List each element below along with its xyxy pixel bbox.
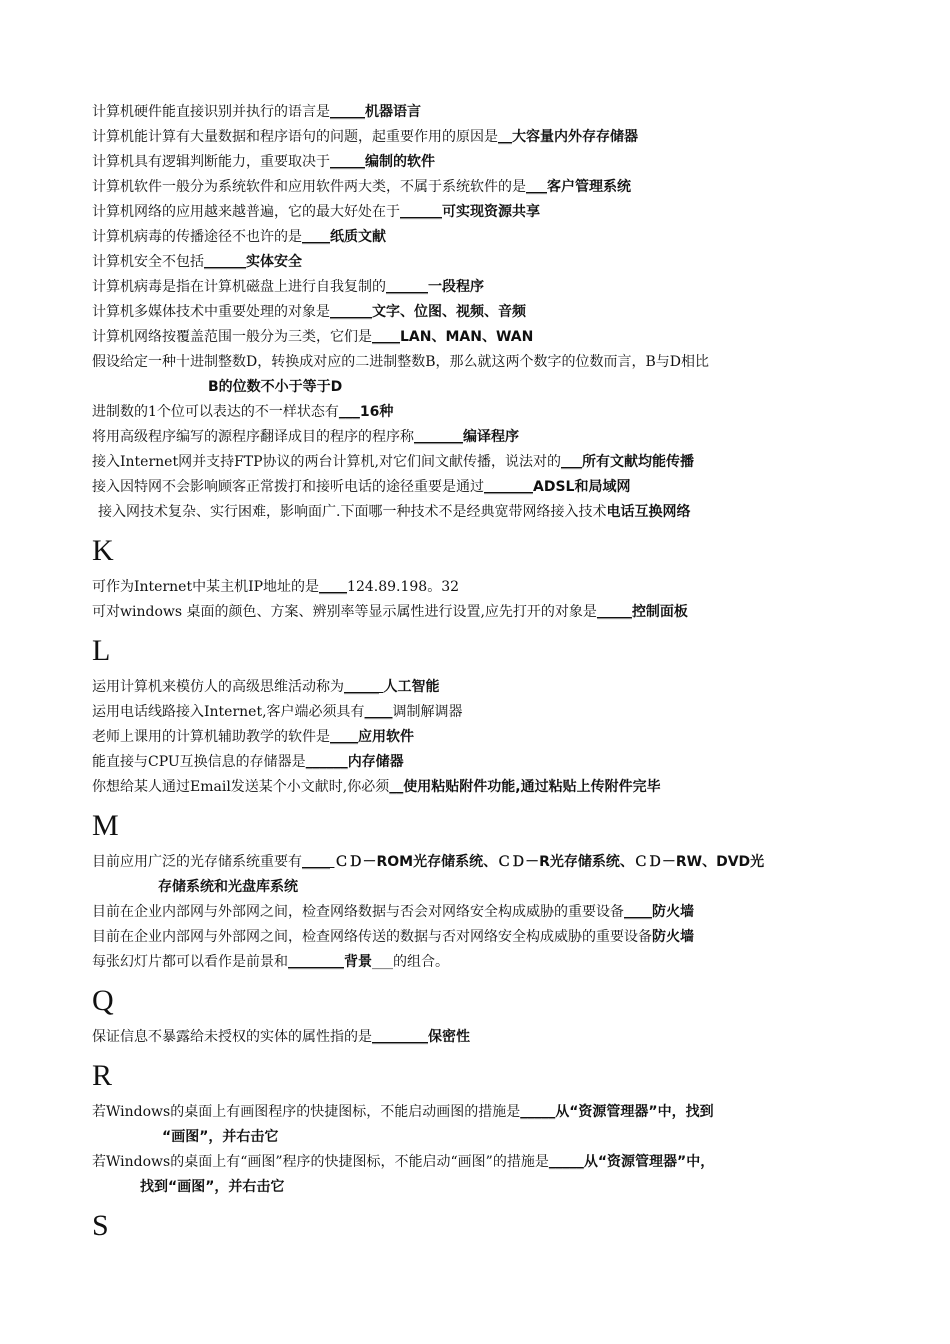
section-heading-s: S — [92, 1209, 109, 1242]
question-line — [92, 850, 872, 875]
question-line — [92, 350, 872, 375]
question-text: 目前在企业内部网与外部网之间，检查网络数据与否会对网络安全构成威胁的重要设备 — [92, 904, 624, 920]
question-continuation — [92, 875, 872, 900]
question-text: 假设给定一种十进制整数D，转换成对应的二进制整数B，那么就这两个数字的位数而言，B与D相比 — [92, 354, 710, 370]
section-k — [92, 575, 872, 625]
question-text: 计算机病毒是指在计算机磁盘上进行自我复制的 — [92, 279, 386, 295]
question-tail: ___的组合。 — [372, 954, 449, 970]
question-line — [92, 675, 872, 700]
answer-text-continued: 存储系统和光盘库系统 — [158, 879, 298, 895]
answer-text: 可实现资源共享 — [442, 204, 540, 220]
question-line — [92, 500, 872, 525]
answer-blank: ___ — [561, 454, 582, 470]
section-q — [92, 1025, 872, 1050]
answer-blank: ____ — [302, 854, 335, 870]
answer-blank: ____ — [624, 904, 652, 920]
answer-text: 纸质文献 — [330, 229, 386, 245]
question-line — [92, 125, 872, 150]
answer-blank: ______ — [305, 754, 348, 770]
answer-blank: ____ — [319, 579, 348, 595]
answer-blank: _______ — [484, 479, 533, 495]
question-continuation — [92, 375, 872, 400]
answer-blank: _____ — [520, 1104, 556, 1120]
section-r — [92, 1100, 872, 1200]
question-text: 进制数的1个位可以表达的不一样状态有 — [92, 404, 339, 420]
question-text: 能直接与CPU互换信息的存储器是 — [92, 754, 306, 770]
question-line — [92, 775, 872, 800]
section-heading-m: M — [92, 809, 119, 842]
question-continuation — [92, 1125, 872, 1150]
question-line — [92, 1150, 872, 1175]
question-text: 计算机网络的应用越来越普遍，它的最大好处在于 — [92, 204, 400, 220]
question-text: 你想给某人通过Email发送某个小文献时,你必须 — [92, 779, 390, 795]
question-line — [92, 275, 872, 300]
question-line — [92, 300, 872, 325]
question-line — [92, 400, 872, 425]
answer-text: 编译程序 — [463, 429, 519, 445]
answer-blank: ____ — [302, 229, 330, 245]
section-heading-k: K — [92, 534, 114, 567]
question-line — [92, 600, 872, 625]
question-line — [92, 250, 872, 275]
answer-blank: __ — [498, 129, 512, 145]
question-line — [92, 750, 872, 775]
answer-blank: _____ — [330, 104, 365, 120]
answer-text: 控制面板 — [631, 604, 688, 620]
answer-text: LAN、MAN、WAN — [400, 329, 534, 345]
answer-text: 从“资源管理器”中， — [583, 1154, 715, 1170]
question-text: 每张幻灯片都可以看作是前景和 — [92, 954, 288, 970]
question-text: 目前在企业内部网与外部网之间，检查网络传送的数据与否对网络安全构成威胁的重要设备 — [92, 929, 652, 945]
question-text: 计算机病毒的传播途径不也许的是 — [92, 229, 302, 245]
answer-text: 124.89.198。32 — [347, 579, 460, 595]
answer-blank: _____ — [548, 1154, 584, 1170]
answer-text: 使用粘贴附件功能,通过粘贴上传附件完毕 — [403, 779, 661, 795]
answer-text: 文字、位图、视频、音频 — [372, 304, 526, 320]
answer-blank: ____ — [330, 729, 358, 745]
question-line — [92, 725, 872, 750]
section-l — [92, 675, 872, 800]
question-text: 目前应用广泛的光存储系统重要有 — [92, 854, 302, 870]
answer-text: 防火墙 — [652, 904, 694, 920]
question-continuation — [92, 1175, 872, 1200]
answer-text: 实体安全 — [246, 254, 302, 270]
answer-text: 一段程序 — [428, 279, 484, 295]
question-line — [92, 900, 872, 925]
answer-blank: ______ — [204, 254, 246, 270]
question-line — [92, 450, 872, 475]
question-line — [92, 700, 872, 725]
question-text: 运用计算机来模仿人的高级思维活动称为 — [92, 679, 344, 695]
answer-text: ADSL和局域网 — [533, 479, 631, 495]
answer-text: 应用软件 — [358, 729, 414, 745]
question-line — [92, 175, 872, 200]
question-line — [92, 950, 872, 975]
question-text: 可作为Internet中某主机IP地址的是 — [92, 579, 320, 595]
answer-text-continued: “画图”，并右击它 — [162, 1129, 279, 1145]
answer-text: 大容量内外存存储器 — [512, 129, 638, 145]
question-text: 计算机具有逻辑判断能力，重要取决于 — [92, 154, 330, 170]
question-text: 计算机安全不包括 — [92, 254, 204, 270]
answer-blank: ____ — [372, 329, 400, 345]
question-text: 运用电话线路接入Internet,客户端必须具有 — [92, 704, 365, 720]
question-line — [92, 425, 872, 450]
question-text: 若Windows的桌面上有“画图”程序的快捷图标，不能启动“画图”的措施是 — [92, 1154, 549, 1170]
question-line — [92, 325, 872, 350]
answer-blank: _____ — [330, 154, 365, 170]
section-j — [92, 100, 872, 525]
answer-text: 人工智能 — [383, 679, 440, 695]
answer-blank: ________ — [288, 954, 344, 970]
answer-blank: ______ — [330, 304, 372, 320]
question-line — [92, 925, 872, 950]
question-line — [92, 225, 872, 250]
question-text: 计算机硬件能直接识别并执行的语言是 — [92, 104, 330, 120]
section-heading-r: R — [92, 1059, 113, 1092]
answer-text: 保密性 — [428, 1029, 470, 1045]
answer-text: B的位数不小于等于D — [208, 379, 343, 395]
answer-text: 电话互换网络 — [606, 504, 691, 520]
document-content — [92, 100, 872, 1250]
answer-blank: ______ — [400, 204, 442, 220]
answer-text: 调制解调器 — [392, 704, 463, 720]
answer-text: 内存储器 — [347, 754, 404, 770]
question-text: 老师上课用的计算机辅助教学的软件是 — [92, 729, 330, 745]
question-line — [92, 1100, 872, 1125]
section-m — [92, 850, 872, 975]
answer-text: 从“资源管理器”中，找到 — [555, 1104, 714, 1120]
answer-text: ＣＤ－ROM光存储系统、ＣＤ－R光存储系统、ＣＤ－RW、DVD光 — [334, 854, 765, 870]
answer-text-continued: 找到“画图”，并右击它 — [140, 1179, 285, 1195]
answer-text: 编制的软件 — [365, 154, 435, 170]
section-heading-q: Q — [92, 984, 114, 1017]
answer-text: 16种 — [359, 404, 394, 420]
question-text: 可对windows 桌面的颜色、方案、辨别率等显示属性进行设置,应先打开的对象是 — [92, 604, 597, 620]
question-text: 计算机多媒体技术中重要处理的对象是 — [92, 304, 330, 320]
question-line — [92, 200, 872, 225]
question-text: 保证信息不暴露给未授权的实体的属性指的是 — [92, 1029, 372, 1045]
answer-blank: __ — [389, 779, 404, 795]
answer-blank: _____ — [596, 604, 632, 620]
answer-text: 客户管理系统 — [547, 179, 631, 195]
answer-text: 机器语言 — [365, 104, 421, 120]
answer-text: 防火墙 — [652, 929, 694, 945]
question-text: 接入Internet网并支持FTP协议的两台计算机,对它们间文献传播，说法对的 — [92, 454, 561, 470]
question-line — [92, 100, 872, 125]
answer-text: 背景 — [344, 954, 372, 970]
question-text: 计算机网络按覆盖范围一般分为三类，它们是 — [92, 329, 372, 345]
question-text: 计算机软件一般分为系统软件和应用软件两大类，不属于系统软件的是 — [92, 179, 526, 195]
question-line — [92, 150, 872, 175]
answer-blank: ___ — [338, 404, 360, 420]
answer-blank: _____ — [344, 679, 384, 695]
question-text: 将用高级程序编写的源程序翻译成目的程序的程序称 — [92, 429, 414, 445]
answer-blank: ______ — [386, 279, 428, 295]
question-text: 计算机能计算有大量数据和程序语句的问题，起重要作用的原因是 — [92, 129, 498, 145]
question-line — [92, 475, 872, 500]
answer-blank: ___ — [526, 179, 547, 195]
question-text: 接入因特网不会影响顾客正常拨打和接听电话的途径重要是通过 — [92, 479, 484, 495]
question-text: 若Windows的桌面上有画图程序的快捷图标，不能启动画图的措施是 — [92, 1104, 521, 1120]
answer-blank: _______ — [414, 429, 463, 445]
question-text: 接入网技术复杂、实行困难，影响面广.下面哪一种技术不是经典宽带网络接入技术 — [98, 504, 607, 520]
section-heading-l: L — [92, 634, 111, 667]
question-line — [92, 1025, 872, 1050]
answer-text: 所有文献均能传播 — [582, 454, 694, 470]
answer-blank: ________ — [372, 1029, 428, 1045]
question-line — [92, 575, 872, 600]
answer-blank: ____ — [364, 704, 393, 720]
